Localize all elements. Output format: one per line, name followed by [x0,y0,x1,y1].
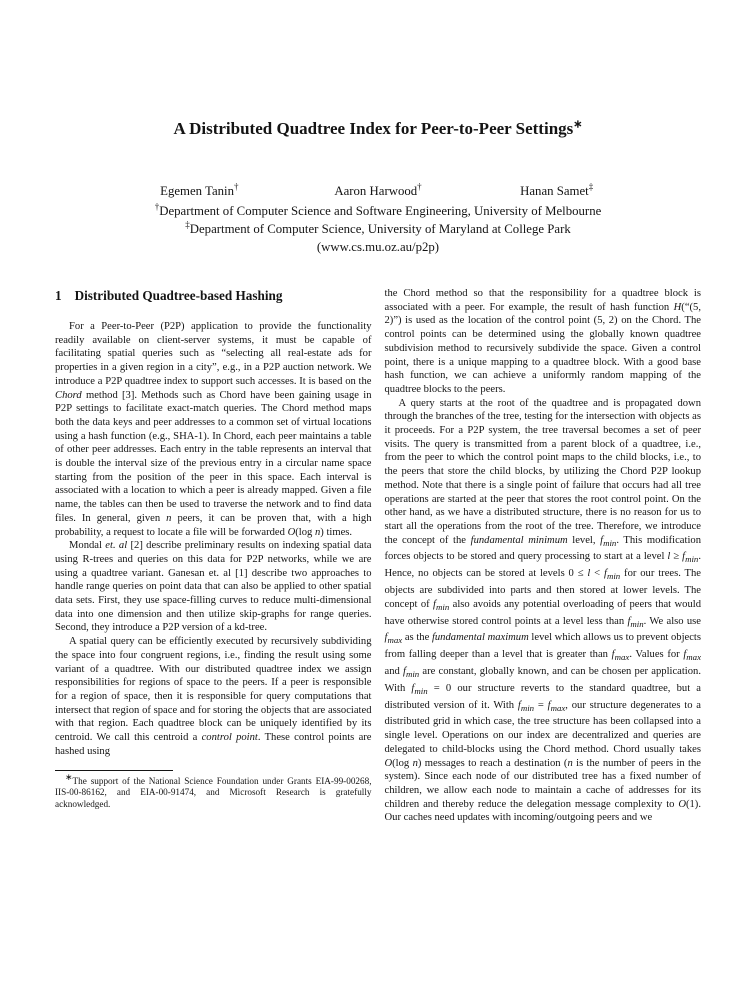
paragraph: For a Peer-to-Peer (P2P) application to provide the functionality readily available on client-server systems, it must be capable of facilitating spatial queries such as “selecting all real-estate ads for properties in a given region in a city”, e.g., in a P2P auction network. We introduce a P2P quadtree index to support such accesses. It is based on the Chord method [3]. Methods such as Chord have been gaining usage in P2P settings to facilitate exact-match queries. The Chord method maps both the data keys and peer addresses to a common set of virtual locations using a hash function (e.g., SHA-1). In Chord, each peer maintains a table of other peer addresses. Each entry in the table represents an interval that is double the interval size of the previous entry in a circular name space starting from the position of the peer in this space. Each interval is associated with a location to which a peer is already mapped. Given a file name, the tables can then be used to traverse the network and to find data files. In general, given n peers, it can be proven that, with a high probability, a request to locate a file will be forwarded O(log n) times. [55,321,372,538]
section-number: 1 [55,288,62,303]
paragraph: A query starts at the root of the quadtree and is propagated down through the branches of the tree, testing for the intersection with objects as it proceeds. For a P2P system, the tree traversal becomes a set of peer visits. The query is transmitted from a parent block of a quadtree, i.e., from the peer to which the control point maps to the child blocks, i.e., to the peers that store the child blocks, by utilizing the Chord P2P lookup method. Note that there is a single point of failure that occurs had all tree operations are started at the peer that stores the root control point. On the other hand, as we have a distributed structure, there is no reason for us to start all the operations from the root of the tree. Therefore, we introduce the concept of the fundamental minimum level, $f_{min}$. This modification forces objects to be stored and query processing to start at a level $l \ge f_{min}$. Hence, no objects can be stored at levels $0 \le l < f_{min}$ for our trees. The objects are subdivided into parts and then stored at lower levels. The concept of $f_{min}$ also avoids any potential overloading of peers that would have otherwise stored control points at a level less than $f_{min}$. We also use $f_{max}$ as the fundamental maximum level which allows us to prevent objects from falling deeper than a level that is greater than $f_{max}$. Values for $f_{max}$ and $f_{min}$ are constant, globally known, and can be chosen per application. With $f_{min} = 0$ our structure reverts to the standard quadtree, but a distributed version of it. With $f_{min} = f_{max}$, our structure degenerates to a distributed grid in which case, the tree structure has been collapsed into a single level. Operations on our index are decentralized and queries are delegated to child-blocks using the Chord method. Chord usually takes O(log n) messages to reach a destination (n is the number of peers in the system). Since each node of our distributed tree has a fixed number of children, we allow each node to maintain a cache of addresses for its children and thereby reduce the delegation message complexity to O(1). Our caches need updates with incoming/outgoing peers and we [384,397,702,824]
paragraph: the Chord method so that the responsibility for a quadtree block is associated with a peer. For example, the result of hash function H(“(5, 2)”) is used as the location of the control point (5, 2) on the Chord. The control points can be determined using the globally known quadtree subdivision method to recursively subdivide the space. Given a control point, there is a unique mapping to a quadtree block. With a good base hash function, we can achieve a uniformly random mapping of the quadtree blocks to the peers. [384,288,701,395]
footnote-block [55,770,372,811]
author-3-mark: ‡ [588,181,594,192]
affiliations-block [55,202,701,256]
footnote-text: ∗The support of the National Science Foundation under Grants EIA-99-00268, IIS-00-86162, and EIA-00-91474, and Microsoft Research is gratefully acknowledged. [55,771,372,809]
affiliation-line-2 [55,220,701,238]
author-3 [467,182,646,200]
paragraph: Mondal et. al [2] describe preliminary results on indexing spatial data using R-trees and queries on this data for P2P networks, while we are using a quadtree variant. Ganesan et. al [1] describe two approaches to handle range queries on point data that can also be applied to other spatial data sets. First, they use space-filling curves to reduce multi-dimensional data into one dimension and then utilize skip-graphs for range queries. Second, they introduce a P2P version of a kd-tree. [55,540,372,634]
author-3-name: Hanan Samet [520,184,589,198]
left-column [55,287,372,825]
affiliation-1-text: Department of Computer Science and Software Engineering, University of Melbourne [159,204,602,218]
author-1-name: Egemen Tanin [160,184,235,198]
author-2-mark: † [417,181,422,192]
paragraph: A spatial query can be efficiently executed by recursively subdividing the space into four congruent regions, i.e., finding the result using some variant of a quadtree. With our distributed quadtree index we assign responsibilities for regions of space to the peers. If a peer is responsible for a region of space, then it is responsible for query computations that intersect that region of space and for storing the objects that are associated with that region. Each quadtree block can be uniquely identified by its centroid. We call this centroid a control point. These control points are hashed using [55,636,372,757]
author-2-name: Aaron Harwood [334,184,418,198]
paper-title-text: A Distributed Quadtree Index for Peer-to-Peer Settings [173,119,574,138]
right-column [385,287,702,825]
two-column-body [55,287,701,825]
author-1-mark: † [234,181,239,192]
section-title: Distributed Quadtree-based Hashing [74,288,283,303]
section-heading [55,287,372,304]
authors-row [110,182,646,200]
affiliation-line-1 [55,202,701,220]
paper-url: (www.cs.mu.oz.au/p2p) [316,240,440,254]
affiliation-2-text: Department of Computer Science, University of Maryland at College Park [189,222,571,236]
title-footnote-mark: ∗ [573,118,583,131]
footnote-rule [55,770,173,771]
affiliation-1-mark: † [154,201,160,212]
author-2 [289,182,468,200]
paper-title [55,118,701,140]
author-1 [110,182,289,200]
affiliation-2-mark: ‡ [185,219,190,230]
